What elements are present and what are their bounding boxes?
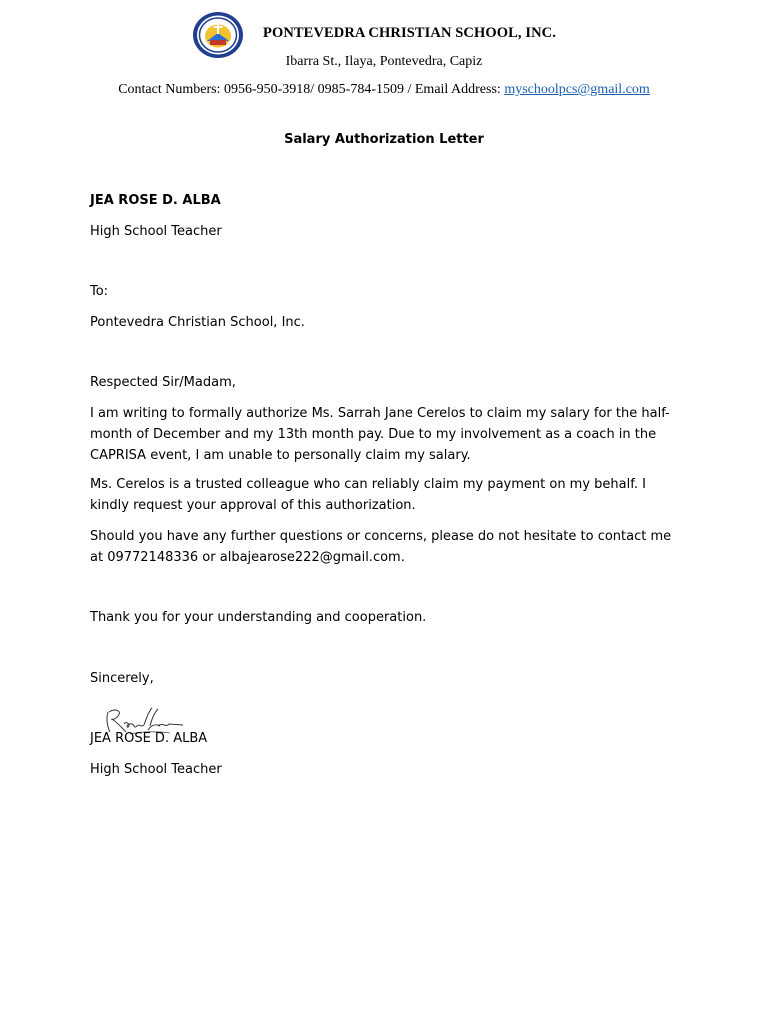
letter-title: Salary Authorization Letter <box>284 132 484 147</box>
paragraph-colleague: Ms. Cerelos is a trusted colleague who can reliably claim my payment on my behalf. I kindly request your approval of this authorization. <box>90 477 646 513</box>
school-email-link[interactable]: myschoolpcs@gmail.com <box>504 82 650 97</box>
signer-name: JEA ROSE D. ALBA <box>90 731 208 746</box>
signer-position: High School Teacher <box>90 762 222 777</box>
salutation: Respected Sir/Madam, <box>90 375 236 390</box>
sender-name: JEA ROSE D. ALBA <box>90 193 221 208</box>
paragraph-contact: Should you have any further questions or concerns, please do not hesitate to contact me at 09772148336 or albajearose222@gmail.com. <box>90 529 672 565</box>
to-label: To: <box>90 284 109 299</box>
school-address: Ibarra St., Ilaya, Pontevedra, Capiz <box>285 54 483 69</box>
school-seal-logo-icon <box>192 11 244 59</box>
closing: Sincerely, <box>90 671 154 686</box>
thanks-line: Thank you for your understanding and cooperation. <box>90 610 427 625</box>
sender-position: High School Teacher <box>90 224 222 239</box>
recipient: Pontevedra Christian School, Inc. <box>90 315 305 330</box>
paragraph-authorization: I am writing to formally authorize Ms. Sarrah Jane Cerelos to claim my salary for the half-month of December and my 13th month pay. Due to my involvement as a coach in the CAPRISA event, I am unable to personally claim my salary. <box>90 406 670 463</box>
school-contact-line <box>0 82 768 98</box>
contact-numbers-text: Contact Numbers: 0956-950-3918/ 0985-784-1509 / Email Address: <box>118 82 505 97</box>
school-name: PONTEVEDRA CHRISTIAN SCHOOL, INC. <box>263 25 556 41</box>
letterhead <box>0 0 768 110</box>
